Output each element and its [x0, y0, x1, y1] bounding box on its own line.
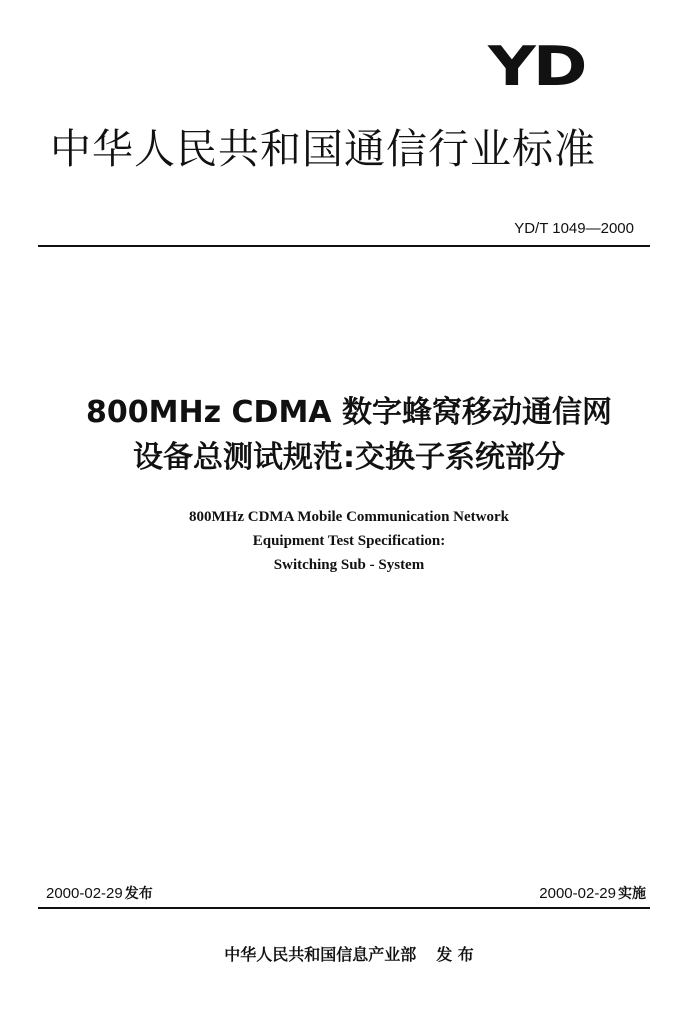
standard-number: YD/T 1049—2000 — [514, 220, 634, 237]
issue-label: 发布 — [124, 886, 153, 902]
issue-date-block — [46, 885, 153, 903]
english-title-line-3: Switching Sub - System — [273, 557, 425, 573]
top-divider — [38, 245, 650, 247]
issue-date: 2000-02-29 — [46, 885, 123, 902]
english-title-line-1: 800MHz CDMA Mobile Communication Network — [189, 509, 509, 525]
english-title-line-2: Equipment Test Specification: — [252, 533, 446, 549]
implement-label: 实施 — [618, 886, 646, 902]
issuer-line — [0, 944, 698, 966]
implement-date: 2000-02-29 — [539, 885, 616, 902]
chinese-title-line-2: 设备总测试规范:交换子系统部分 — [133, 440, 565, 475]
yd-logo: YD — [488, 35, 585, 99]
issuer-action: 发 布 — [436, 945, 474, 964]
chinese-title-line-1: 800MHz CDMA 数字蜂窝移动通信网 — [86, 395, 612, 430]
issuer-name: 中华人民共和国信息产业部 — [224, 945, 417, 964]
bottom-divider — [38, 907, 650, 909]
industry-standard-title: 中华人民共和国通信行业标准 — [50, 125, 596, 173]
implement-date-block — [539, 885, 646, 903]
